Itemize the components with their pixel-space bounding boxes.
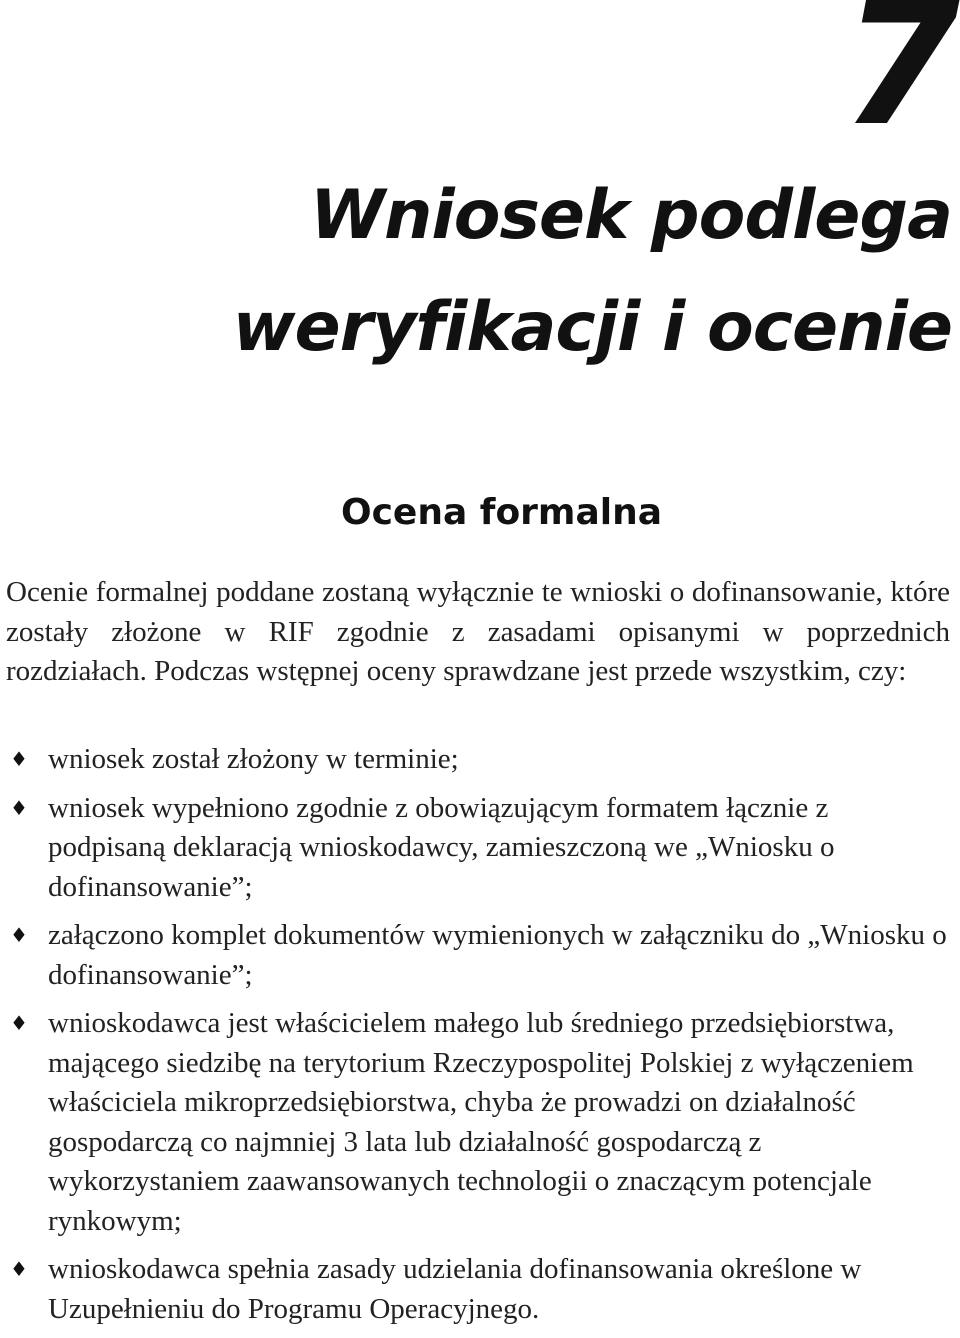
diamond-bullet-icon: ♦ <box>10 923 28 947</box>
diamond-bullet-icon: ♦ <box>10 1011 28 1035</box>
chapter-title: Wniosek podlega weryfikacji i ocenie <box>232 176 952 367</box>
list-item <box>6 1004 950 1241</box>
diamond-bullet-icon: ♦ <box>10 747 28 771</box>
list-item <box>6 789 950 908</box>
intro-paragraph: Ocenie formalnej poddane zostaną wyłącznie te wnioski o dofinansowanie, które zostały złożone w RIF zgodnie z zasadami opisanymi w poprzednich rozdziałach. Podczas wstępnej oceny sprawdzane jest przede wszystkim, czy: <box>6 576 950 687</box>
list-item-text: wniosek został złożony w terminie; <box>48 743 459 775</box>
list-item <box>6 740 950 780</box>
list-item-text: wnioskodawca jest właścicielem małego lub średniego przedsiębiorstwa, mającego siedzibę na terytorium Rzeczypospolitej Polskiej z wyłączeniem właściciela mikroprzedsiębiorstwa, chyba że prowadzi on działalność gospodarczą co najmniej 3 lata lub działalność gospodarczą z wykorzystaniem zaawansowanych technologii o znaczącym potencjale rynkowym; <box>48 1007 914 1237</box>
diamond-bullet-icon: ♦ <box>10 1257 28 1281</box>
list-item <box>6 1250 950 1329</box>
list-item-text: załączono komplet dokumentów wymienionych w załączniku do „Wniosku o dofinansowanie”; <box>48 919 947 991</box>
list-item <box>6 916 950 995</box>
section-heading: Ocena formalna <box>340 492 662 533</box>
chapter-number: 7 <box>841 0 956 164</box>
list-item-text: wniosek wypełniono zgodnie z obowiązującym formatem łącznie z podpisaną deklaracją wnioskodawcy, zamieszczoną we „Wniosku o dofinansowanie”; <box>48 791 835 903</box>
criteria-list <box>6 740 950 1338</box>
list-item-text: wnioskodawca spełnia zasady udzielania dofinansowania określone w Uzupełnieniu do Programu Operacyjnego. <box>48 1253 862 1325</box>
diamond-bullet-icon: ♦ <box>10 795 28 820</box>
